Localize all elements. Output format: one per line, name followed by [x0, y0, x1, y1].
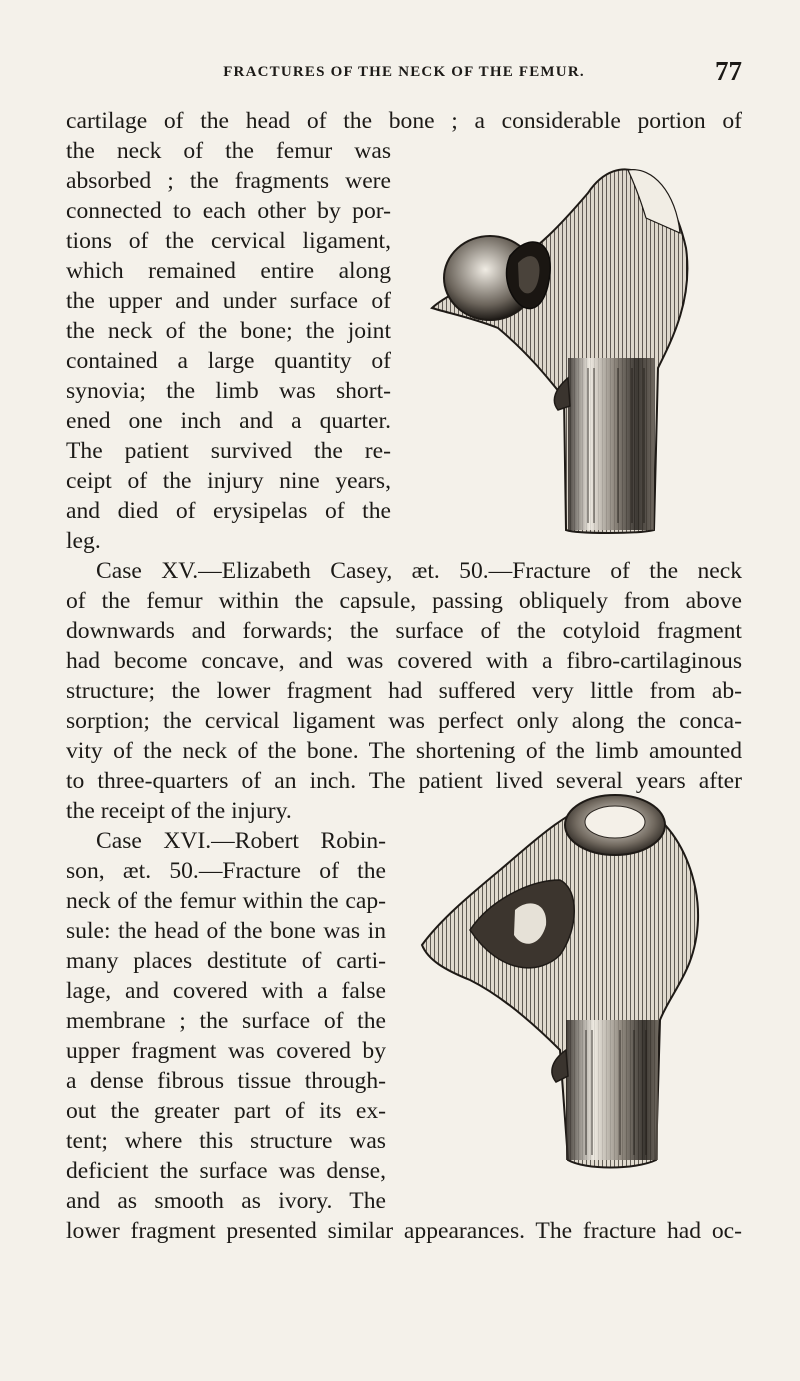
text-line: cartilage of the head of the bone ; a considerable portion of: [66, 108, 742, 134]
text-line: lower fragment presented similar appearances. The fracture had oc-: [66, 1218, 742, 1244]
text-line: had become concave, and was covered with a fibro-cartilaginous: [66, 648, 742, 674]
text-line: which remained entire along: [66, 258, 391, 284]
text-line: the neck of the femur was: [66, 138, 391, 164]
text-line: to three-quarters of an inch. The patient lived several years after: [66, 768, 742, 794]
text-line: the receipt of the injury.: [66, 798, 292, 824]
text-line: ceipt of the injury nine years,: [66, 468, 391, 494]
text-line: membrane ; the surface of the: [66, 1008, 386, 1034]
text-line: contained a large quantity of: [66, 348, 391, 374]
text-line: neck of the femur within the cap-: [66, 888, 386, 914]
case-heading-line: Case XV.—Elizabeth Casey, æt. 50.—Fracture of the neck: [96, 558, 742, 584]
femur-illustration-lower: [410, 780, 710, 1170]
text-line: absorbed ; the fragments were: [66, 168, 391, 194]
page-number: 77: [715, 56, 742, 86]
text-line: synovia; the limb was short-: [66, 378, 391, 404]
text-line: upper fragment was covered by: [66, 1038, 386, 1064]
text-line: son, æt. 50.—Fracture of the: [66, 858, 386, 884]
femur-engraving-icon: [410, 780, 710, 1170]
text-line: The patient survived the re-: [66, 438, 391, 464]
case-heading-line: Case XVI.—Robert Robin-: [96, 828, 386, 854]
page-header: [66, 56, 742, 92]
femur-engraving-icon: [418, 138, 698, 534]
text-line: out the greater part of its ex-: [66, 1098, 386, 1124]
text-line: tions of the cervical ligament,: [66, 228, 391, 254]
running-title: FRACTURES OF THE NECK OF THE FEMUR.: [223, 64, 585, 80]
text-line: many places destitute of carti-: [66, 948, 386, 974]
text-line: structure; the lower fragment had suffered very little from ab-: [66, 678, 742, 704]
text-line: a dense fibrous tissue through-: [66, 1068, 386, 1094]
text-line: sorption; the cervical ligament was perfect only along the conca-: [66, 708, 742, 734]
text-line: sule: the head of the bone was in: [66, 918, 386, 944]
text-line: lage, and covered with a false: [66, 978, 386, 1004]
text-line: ened one inch and a quarter.: [66, 408, 391, 434]
text-line: vity of the neck of the bone. The shortening of the limb amounted: [66, 738, 742, 764]
text-line: the upper and under surface of: [66, 288, 391, 314]
text-line: and died of erysipelas of the: [66, 498, 391, 524]
text-line: leg.: [66, 528, 101, 554]
femur-illustration-upper: [418, 138, 698, 534]
text-line: deficient the surface was dense,: [66, 1158, 386, 1184]
text-line: the neck of the bone; the joint: [66, 318, 391, 344]
text-line: connected to each other by por-: [66, 198, 391, 224]
text-line: tent; where this structure was: [66, 1128, 386, 1154]
text-line: and as smooth as ivory. The: [66, 1188, 386, 1214]
text-line: downwards and forwards; the surface of the cotyloid fragment: [66, 618, 742, 644]
text-line: of the femur within the capsule, passing obliquely from above: [66, 588, 742, 614]
